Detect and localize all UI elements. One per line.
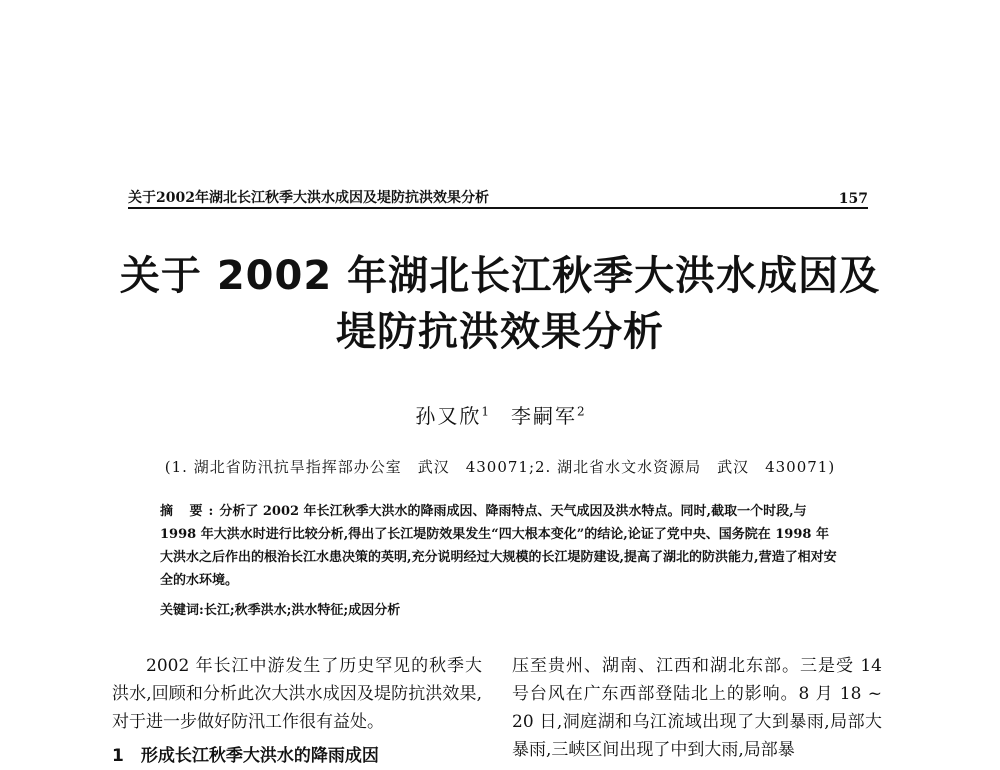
affiliation: (1. 湖北省防汛抗旱指挥部办公室 武汉 430071;2. 湖北省水文水资源局 武汉 430071) bbox=[164, 458, 836, 476]
abstract-text: 分析了 2002 年长江秋季大洪水的降雨成因、降雨特点、天气成因及洪水特点。同时,截取一个时段,与 1998 年大洪水时进行比较分析,得出了长江堤防效果发生“四大根本变化”的结论,论证了党中央、国务院在 1998 年大洪水之后作出的根治长江水患决策的英明,充分说明经过大规模的长江堤防建设,提高了湖北的防洪能力,营造了相对安全的水环境。 bbox=[160, 504, 837, 588]
author-name: 孙又欣 bbox=[415, 404, 482, 428]
header-rule bbox=[128, 207, 868, 209]
title-line-1: 关于 2002 年湖北长江秋季大洪水成因及 bbox=[119, 253, 881, 299]
body-column-left bbox=[112, 652, 482, 770]
running-header bbox=[128, 183, 868, 207]
keywords-label: 关键词: bbox=[160, 603, 204, 618]
abstract-label: 摘 要: bbox=[160, 504, 220, 519]
author-affiliation-mark: 1 bbox=[481, 404, 489, 419]
article-title bbox=[100, 248, 900, 360]
abstract bbox=[160, 500, 840, 592]
title-line-2: 堤防抗洪效果分析 bbox=[336, 309, 664, 355]
author-list bbox=[200, 400, 800, 429]
page-number: 157 bbox=[838, 191, 868, 207]
body-paragraph: 压至贵州、湖南、江西和湖北东部。三是受 14 号台风在广东西部登陆北上的影响。8 月 18 ~ 20 日,洞庭湖和乌江流域出现了大到暴雨,局部大暴雨,三峡区间出现了中到大雨,局部暴 bbox=[512, 656, 882, 760]
keywords-text: 长江;秋季洪水;洪水特征;成因分析 bbox=[203, 603, 401, 618]
intro-paragraph: 2002 年长江中游发生了历史罕见的秋季大洪水,回顾和分析此次大洪水成因及堤防抗洪效果,对于进一步做好防汛工作很有益处。 bbox=[112, 656, 482, 732]
author-affiliation-mark: 2 bbox=[577, 404, 585, 419]
body-column-right bbox=[512, 652, 882, 764]
keywords bbox=[160, 600, 840, 622]
running-title: 关于2002年湖北长江秋季大洪水成因及堤防抗洪效果分析 bbox=[128, 190, 489, 206]
author-name: 李嗣军 bbox=[511, 404, 577, 428]
section-heading: 1 形成长江秋季大洪水的降雨成因 bbox=[112, 746, 379, 766]
